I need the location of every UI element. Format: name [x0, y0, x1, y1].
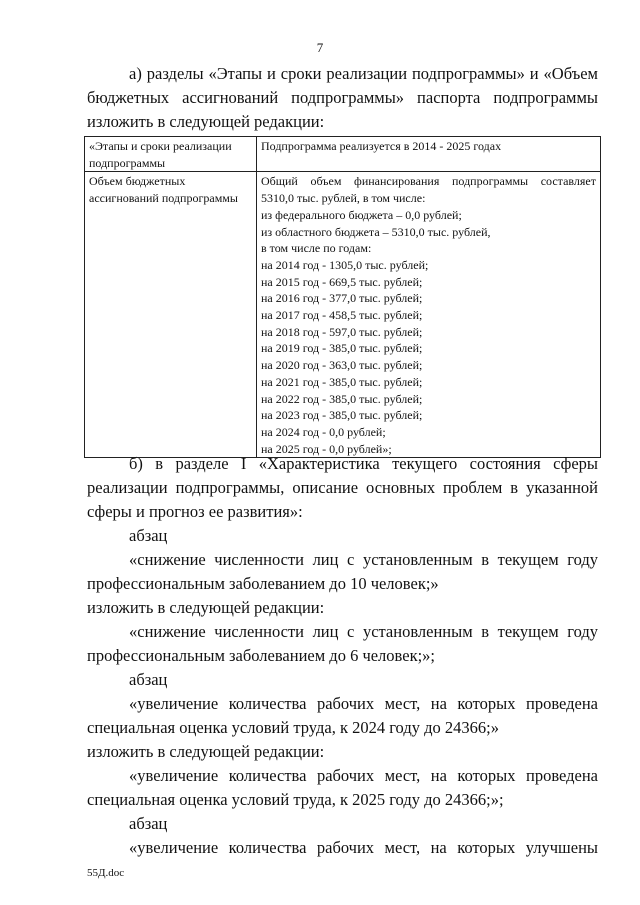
- budget-line: в том числе по годам:: [261, 241, 372, 256]
- budget-line: на 2021 год - 385,0 тыс. рублей;: [261, 374, 423, 389]
- budget-line: на 2025 год - 0,0 рублей»;: [261, 441, 392, 456]
- passport-table: [84, 136, 601, 458]
- budget-line: на 2024 год - 0,0 рублей;: [261, 424, 386, 439]
- budget-line: на 2015 год - 669,5 тыс. рублей;: [261, 274, 423, 289]
- page-number: 7: [316, 40, 324, 55]
- budget-line: на 2017 год - 458,5 тыс. рублей;: [261, 308, 423, 323]
- section-b-line-3: сферы и прогноз ее развития»:: [87, 502, 303, 521]
- section-b-line-2: реализации подпрограммы, описание основных проблем в указанной: [87, 478, 598, 497]
- footer-filename: 55Д.doc: [87, 867, 125, 879]
- budget-line: 5310,0 тыс. рублей, в том числе:: [261, 191, 426, 206]
- budget-line: на 2016 год - 377,0 тыс. рублей;: [261, 291, 423, 306]
- table-row: [85, 172, 601, 458]
- budget-line: на 2019 год - 385,0 тыс. рублей;: [261, 341, 423, 356]
- abzac-label: абзац: [129, 670, 168, 689]
- intro-line-2: бюджетных ассигнований подпрограммы» паспорта подпрограммы: [87, 88, 598, 107]
- quote-5-line-1: «увеличение количества рабочих мест, на которых улучшены: [129, 838, 598, 857]
- abzac-label: абзац: [129, 526, 168, 545]
- quote-1-line-2: профессиональным заболеванием до 10 человек;»: [87, 574, 439, 593]
- section-b-line-1: б) в разделе I «Характеристика текущего состояния сферы: [129, 454, 598, 473]
- quote-3-line-2: специальная оценка условий труда, к 2024 году до 24366;»: [87, 718, 499, 737]
- abzac-label: абзац: [129, 814, 168, 833]
- budget-line: Общий объем финансирования подпрограммы составляет: [261, 174, 596, 189]
- quote-1-line-1: «снижение численности лиц с установленным в текущем году: [129, 550, 598, 569]
- izlozhit-line: изложить в следующей редакции:: [87, 598, 325, 617]
- quote-2-line-2: профессиональным заболеванием до 6 человек;»;: [87, 646, 435, 665]
- quote-4-line-1: «увеличение количества рабочих мест, на которых проведена: [129, 766, 598, 785]
- table-row: [85, 137, 601, 172]
- row-value-budget: [257, 172, 601, 458]
- budget-line: на 2014 год - 1305,0 тыс. рублей;: [261, 257, 429, 272]
- intro-line-3: изложить в следующей редакции:: [87, 112, 325, 131]
- row-value-stages: Подпрограмма реализуется в 2014 - 2025 годах: [257, 137, 601, 172]
- izlozhit-line: изложить в следующей редакции:: [87, 742, 325, 761]
- row-label-budget: Объем бюджетных ассигнований подпрограммы: [85, 172, 257, 458]
- budget-line: из федерального бюджета – 0,0 рублей;: [261, 207, 462, 222]
- quote-4-line-2: специальная оценка условий труда, к 2025 году до 24366;»;: [87, 790, 504, 809]
- budget-line: из областного бюджета – 5310,0 тыс. рублей,: [261, 224, 491, 239]
- quote-2-line-1: «снижение численности лиц с установленным в текущем году: [129, 622, 598, 641]
- budget-line: на 2018 год - 597,0 тыс. рублей;: [261, 324, 423, 339]
- budget-line: на 2022 год - 385,0 тыс. рублей;: [261, 391, 423, 406]
- quote-3-line-1: «увеличение количества рабочих мест, на которых проведена: [129, 694, 598, 713]
- budget-line: на 2020 год - 363,0 тыс. рублей;: [261, 358, 423, 373]
- budget-line: на 2023 год - 385,0 тыс. рублей;: [261, 408, 423, 423]
- row-label-stages: «Этапы и сроки реализации подпрограммы: [85, 137, 257, 172]
- intro-line-1: а) разделы «Этапы и сроки реализации подпрограммы» и «Объем: [129, 64, 598, 83]
